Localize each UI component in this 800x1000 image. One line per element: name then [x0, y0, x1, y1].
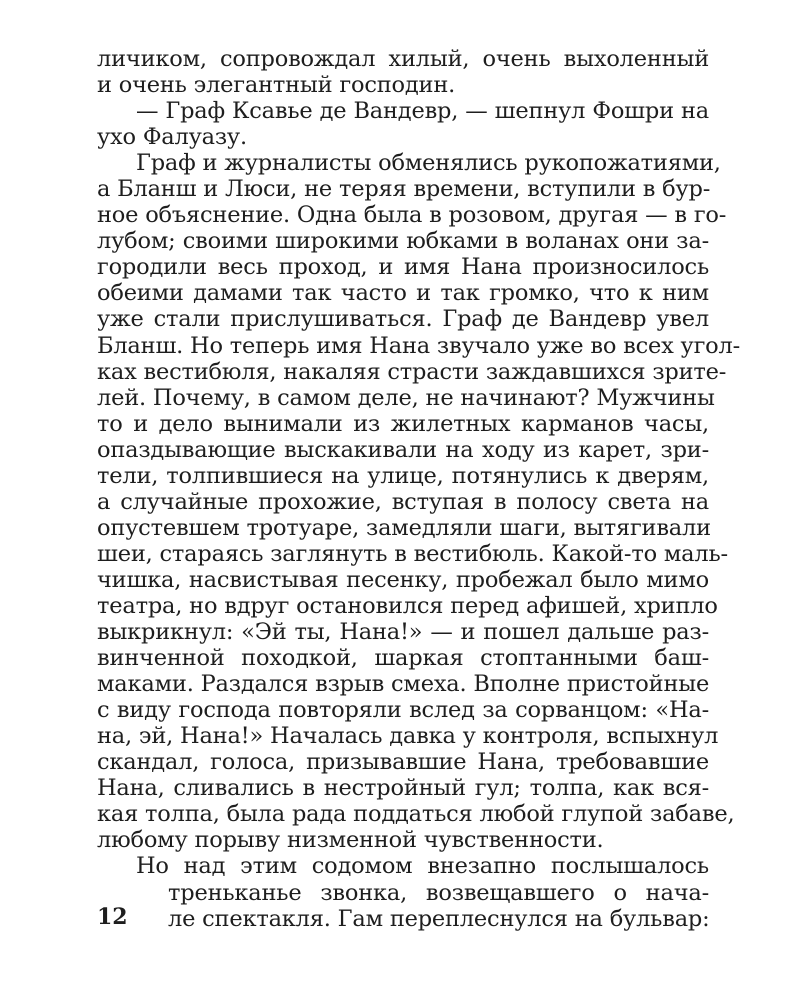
body-text [97, 46, 741, 932]
text-line: шеи, стараясь заглянуть в вестибюль. Какой-то маль- [97, 540, 728, 567]
text-line: тели, толпившиеся на улице, потянулись к дверям, [97, 462, 709, 489]
text-line: маками. Раздался взрыв смеха. Вполне пристойные [97, 671, 710, 698]
text-line: лей. Почему, в самом деле, не начинают? Мужчины [97, 384, 715, 411]
text-line: треньканье звонка, возвещавшего о нача- [168, 879, 709, 906]
page-number: 12 [97, 904, 128, 930]
text-line: — Граф Ксавье де Вандевр, — шепнул Фошри на [136, 98, 709, 125]
text-line: винченной походкой, шаркая стоптанными баш- [97, 645, 709, 672]
text-line: то и дело вынимали из жилетных карманов часы, [97, 410, 709, 437]
text-line: скандал, голоса, призывавшие Нана, требовавшие [97, 749, 709, 776]
text-line: Нана, сливались в нестройный гул; толпа, как вся- [97, 775, 709, 802]
text-line: лубом; своими широкими юбками в воланах они за- [97, 228, 709, 255]
text-line: а Бланш и Люси, не теряя времени, вступили в бур- [97, 176, 711, 203]
text-line: кая толпа, была рада поддаться любой глупой забаве, [97, 801, 735, 828]
text-line: городили весь проход, и имя Нана произносилось [97, 254, 709, 281]
text-line: Граф и журналисты обменялись рукопожатиями, [136, 150, 721, 177]
text-line: с виду господа повторяли вслед за сорванцом: «На- [97, 697, 709, 724]
text-line: любому порыву низменной чувственности. [97, 827, 604, 854]
text-line: ухо Фалуазу. [97, 124, 247, 151]
text-line: чишка, насвистывая песенку, пробежал было мимо [97, 566, 709, 593]
text-line: и очень элегантный господин. [97, 72, 456, 99]
text-line: ное объяснение. Одна была в розовом, другая — в го- [97, 202, 727, 229]
text-line: а случайные прохожие, вступая в полосу света на [97, 488, 709, 515]
text-line: Бланш. Но теперь имя Нана звучало уже во всех угол- [97, 332, 741, 359]
text-line: Но над этим содомом внезапно послышалось [136, 853, 709, 880]
text-line: на, эй, Нана!» Началась давка у контроля, вспыхнул [97, 723, 719, 750]
text-line: личиком, сопровождал хилый, очень выхоленный [97, 46, 709, 72]
text-line: обеими дамами так часто и так громко, что к ним [97, 280, 709, 307]
text-line: театра, но вдруг остановился перед афишей, хрипло [97, 592, 718, 619]
text-line: ле спектакля. Гам переплеснулся на бульвар: [168, 905, 710, 932]
text-line: уже стали прислушиваться. Граф де Вандевр увел [97, 306, 709, 333]
text-line: опустевшем тротуаре, замедляли шаги, вытягивали [97, 514, 711, 541]
text-line: ках вестибюля, накаляя страсти заждавшихся зрите- [97, 358, 727, 385]
text-line: выкрикнул: «Эй ты, Нана!» — и пошел дальше раз- [97, 619, 709, 646]
text-line: опаздывающие выскакивали на ходу из карет, зри- [97, 436, 709, 463]
